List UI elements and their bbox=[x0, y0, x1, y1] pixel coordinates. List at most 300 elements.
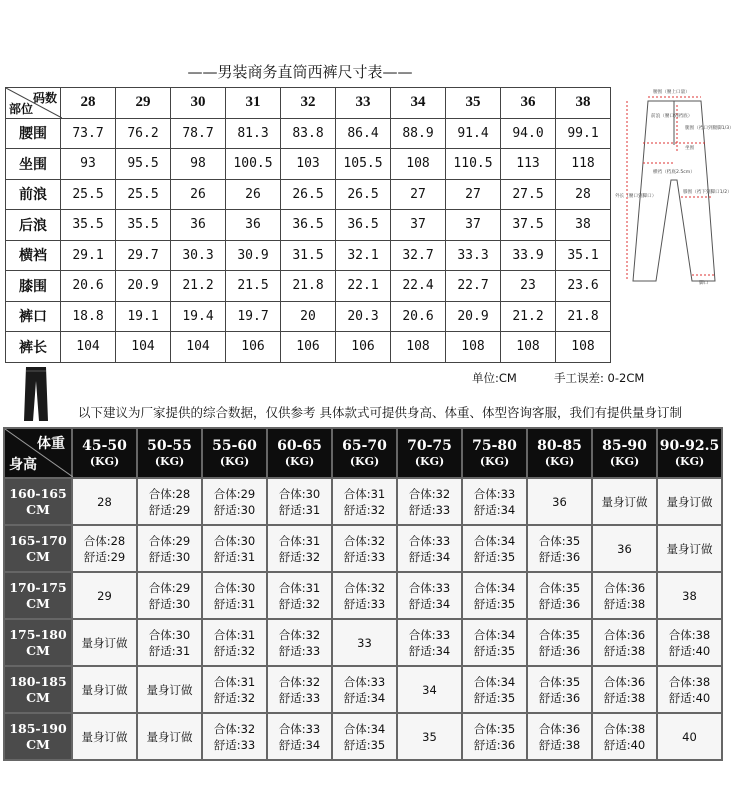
size-header-cell: 34 bbox=[391, 88, 446, 119]
fit-cell bbox=[72, 713, 137, 760]
fit-cell-line: 量身订做 bbox=[146, 729, 193, 744]
value-cell: 110.5 bbox=[446, 149, 501, 180]
size-chart-row bbox=[6, 210, 611, 241]
height-unit: CM bbox=[26, 501, 50, 517]
fit-cell-line: 舒适:29 bbox=[83, 549, 126, 564]
fit-cell bbox=[397, 478, 462, 525]
value-cell: 33.9 bbox=[501, 240, 556, 271]
value-cell: 36.5 bbox=[336, 210, 391, 241]
fit-cell bbox=[527, 572, 592, 619]
fit-cell bbox=[657, 713, 722, 760]
fit-cell bbox=[397, 619, 462, 666]
height-range: 170-175 bbox=[9, 579, 67, 595]
fit-cell-line: 合体:28 bbox=[83, 533, 126, 548]
fit-cell-line: 合体:36 bbox=[603, 627, 646, 642]
diagram-label-hem: 脚口 bbox=[699, 281, 709, 285]
fit-cell bbox=[657, 666, 722, 713]
size-header-cell: 38 bbox=[556, 88, 611, 119]
fit-cell-line: 舒适:34 bbox=[408, 643, 451, 658]
height-header-cell bbox=[4, 619, 72, 666]
fit-cell-line: 舒适:29 bbox=[148, 502, 191, 517]
fit-cell bbox=[332, 619, 397, 666]
fit-cell bbox=[267, 666, 332, 713]
fit-cell-line: 舒适:32 bbox=[213, 690, 256, 705]
fit-chart-row bbox=[4, 713, 722, 760]
fit-cell-line: 量身订做 bbox=[146, 682, 193, 697]
fit-cell bbox=[72, 525, 137, 572]
fit-cell bbox=[592, 713, 657, 760]
size-chart-row bbox=[6, 149, 611, 180]
fit-cell bbox=[657, 572, 722, 619]
fit-cell-line: 量身订做 bbox=[666, 494, 713, 509]
size-header-cell: 36 bbox=[501, 88, 556, 119]
fit-cell-line: 舒适:33 bbox=[213, 737, 256, 752]
value-cell: 108 bbox=[391, 149, 446, 180]
value-cell: 21.8 bbox=[281, 271, 336, 302]
fit-cell-line: 舒适:34 bbox=[473, 502, 516, 517]
fit-cell-line: 合体:36 bbox=[603, 674, 646, 689]
fit-cell-line: 量身订做 bbox=[81, 635, 128, 650]
value-cell: 22.4 bbox=[391, 271, 446, 302]
fit-cell-line: 舒适:34 bbox=[408, 596, 451, 611]
size-chart-row bbox=[6, 118, 611, 149]
value-cell: 36 bbox=[226, 210, 281, 241]
fit-cell bbox=[462, 572, 527, 619]
fit-cell-line: 合体:29 bbox=[213, 486, 256, 501]
fit-cell bbox=[137, 619, 202, 666]
value-cell: 25.5 bbox=[116, 179, 171, 210]
fit-cell bbox=[332, 572, 397, 619]
height-unit: CM bbox=[26, 595, 50, 611]
fit-cell-line: 36 bbox=[552, 494, 567, 509]
fit-cell-line: 合体:32 bbox=[213, 721, 256, 736]
value-cell: 93 bbox=[61, 149, 116, 180]
fit-cell bbox=[592, 478, 657, 525]
value-cell: 35.5 bbox=[61, 210, 116, 241]
value-cell: 27 bbox=[391, 179, 446, 210]
row-header-cell: 坐围 bbox=[6, 149, 61, 180]
weight-header-cell bbox=[137, 428, 202, 478]
weight-unit: (KG) bbox=[674, 454, 705, 468]
value-cell: 37 bbox=[391, 210, 446, 241]
height-header-cell bbox=[4, 713, 72, 760]
size-header-cell: 28 bbox=[61, 88, 116, 119]
height-unit: CM bbox=[26, 548, 50, 564]
fit-cell bbox=[527, 478, 592, 525]
value-cell: 20.9 bbox=[116, 271, 171, 302]
height-unit: CM bbox=[26, 642, 50, 658]
fit-cell-line: 38 bbox=[682, 588, 697, 603]
fit-cell bbox=[137, 713, 202, 760]
weight-unit: (KG) bbox=[284, 454, 315, 468]
fit-cell bbox=[202, 713, 267, 760]
fit-cell-line: 合体:33 bbox=[278, 721, 321, 736]
fit-cell-line: 舒适:38 bbox=[538, 737, 581, 752]
value-cell: 26 bbox=[226, 179, 281, 210]
fit-cell-line: 合体:30 bbox=[278, 486, 321, 501]
diagram-label-seat: 坐围 bbox=[685, 146, 695, 151]
fit-cell bbox=[267, 525, 332, 572]
height-header-cell bbox=[4, 666, 72, 713]
error-text: 手工误差: 0-2CM bbox=[554, 371, 645, 385]
row-header-cell: 后浪 bbox=[6, 210, 61, 241]
fit-cell bbox=[592, 619, 657, 666]
value-cell: 32.7 bbox=[391, 240, 446, 271]
fit-cell bbox=[462, 713, 527, 760]
row-header-cell: 裤长 bbox=[6, 332, 61, 363]
height-range: 180-185 bbox=[9, 673, 67, 689]
fit-cell-line: 舒适:36 bbox=[538, 596, 581, 611]
fit-cell-line: 舒适:31 bbox=[148, 643, 191, 658]
value-cell: 38 bbox=[556, 210, 611, 241]
value-cell: 21.5 bbox=[226, 271, 281, 302]
value-cell: 23 bbox=[501, 271, 556, 302]
weight-header-cell bbox=[202, 428, 267, 478]
value-cell: 103 bbox=[281, 149, 336, 180]
fit-cell-line: 33 bbox=[357, 635, 372, 650]
size-header-cell: 30 bbox=[171, 88, 226, 119]
fit-cell bbox=[267, 572, 332, 619]
weight-unit: (KG) bbox=[544, 454, 575, 468]
fit-cell-line: 舒适:35 bbox=[473, 549, 516, 564]
fit-cell bbox=[397, 666, 462, 713]
fit-cell-line: 合体:31 bbox=[213, 627, 256, 642]
fit-cell bbox=[137, 478, 202, 525]
value-cell: 37 bbox=[446, 210, 501, 241]
fit-cell-line: 合体:30 bbox=[148, 627, 191, 642]
value-cell: 104 bbox=[61, 332, 116, 363]
value-cell: 29.7 bbox=[116, 240, 171, 271]
weight-unit: (KG) bbox=[479, 454, 510, 468]
value-cell: 22.7 bbox=[446, 271, 501, 302]
diagram-label-length: 外长（腰口到脚口） bbox=[615, 194, 657, 199]
weight-unit: (KG) bbox=[154, 454, 185, 468]
value-cell: 27.5 bbox=[501, 179, 556, 210]
value-cell: 95.5 bbox=[116, 149, 171, 180]
fit-cell-line: 合体:30 bbox=[213, 533, 256, 548]
fit-cell-line: 合体:38 bbox=[668, 627, 711, 642]
fit-cell bbox=[137, 572, 202, 619]
fit-cell-line: 36 bbox=[617, 541, 632, 556]
value-cell: 22.1 bbox=[336, 271, 391, 302]
fit-cell-line: 舒适:31 bbox=[278, 502, 321, 517]
weight-unit: (KG) bbox=[89, 454, 120, 468]
fit-cell-line: 合体:32 bbox=[278, 627, 321, 642]
weight-range: 45-50 bbox=[82, 437, 127, 454]
height-range: 185-190 bbox=[9, 720, 67, 736]
diagram-label-thigh: 横裆（档底2.5cm） bbox=[653, 170, 695, 175]
fit-cell-line: 舒适:36 bbox=[538, 549, 581, 564]
size-chart-table bbox=[5, 87, 611, 363]
fit-cell-line: 舒适:36 bbox=[538, 643, 581, 658]
fit-cell-line: 合体:34 bbox=[473, 580, 516, 595]
fit-cell bbox=[397, 572, 462, 619]
height-range: 160-165 bbox=[9, 485, 67, 501]
size-chart-row bbox=[6, 179, 611, 210]
fit-cell-line: 合体:31 bbox=[278, 580, 321, 595]
weight-range: 60-65 bbox=[277, 437, 322, 454]
value-cell: 19.4 bbox=[171, 301, 226, 332]
size-header-cell: 32 bbox=[281, 88, 336, 119]
corner-part-label: 部位 bbox=[9, 101, 34, 116]
row-header-cell: 裤口 bbox=[6, 301, 61, 332]
fit-cell-line: 舒适:36 bbox=[473, 737, 516, 752]
value-cell: 36 bbox=[171, 210, 226, 241]
value-cell: 28 bbox=[556, 179, 611, 210]
value-cell: 25.5 bbox=[61, 179, 116, 210]
weight-header-cell bbox=[397, 428, 462, 478]
weight-range: 85-90 bbox=[602, 437, 647, 454]
value-cell: 105.5 bbox=[336, 149, 391, 180]
weight-unit: (KG) bbox=[219, 454, 250, 468]
fit-cell-line: 合体:28 bbox=[148, 486, 191, 501]
fit-cell-line: 28 bbox=[97, 494, 112, 509]
value-cell: 118 bbox=[556, 149, 611, 180]
fit-cell-line: 合体:31 bbox=[343, 486, 386, 501]
fit-cell-line: 40 bbox=[682, 729, 697, 744]
corner-height-label: 身高 bbox=[9, 457, 37, 473]
value-cell: 35.1 bbox=[556, 240, 611, 271]
weight-range: 50-55 bbox=[147, 437, 192, 454]
fit-chart-row bbox=[4, 525, 722, 572]
fit-cell-line: 舒适:34 bbox=[278, 737, 321, 752]
value-cell: 104 bbox=[171, 332, 226, 363]
row-header-cell: 膝围 bbox=[6, 271, 61, 302]
fit-cell-line: 量身订做 bbox=[666, 541, 713, 556]
weight-header-cell bbox=[657, 428, 722, 478]
fit-chart-row bbox=[4, 572, 722, 619]
fit-cell bbox=[137, 525, 202, 572]
weight-range: 80-85 bbox=[537, 437, 582, 454]
weight-range: 70-75 bbox=[407, 437, 452, 454]
row-header-cell: 腰围 bbox=[6, 118, 61, 149]
fit-cell-line: 舒适:33 bbox=[408, 502, 451, 517]
weight-header-cell bbox=[332, 428, 397, 478]
value-cell: 99.1 bbox=[556, 118, 611, 149]
fit-cell-line: 舒适:32 bbox=[213, 643, 256, 658]
fit-cell bbox=[267, 619, 332, 666]
fit-cell bbox=[527, 666, 592, 713]
diagram-label-width: 腿围（裆口到腿脚1/3） bbox=[685, 126, 734, 131]
diagram-label-knee: 膝围（裆下到脚口1/2） bbox=[683, 190, 732, 195]
value-cell: 21.8 bbox=[556, 301, 611, 332]
fit-cell-line: 舒适:34 bbox=[343, 690, 386, 705]
value-cell: 36.5 bbox=[281, 210, 336, 241]
fit-cell-line: 合体:34 bbox=[473, 533, 516, 548]
advice-note: 以下建议为厂家提供的综合数据，仅供参考 具体款式可提供身高、体重、体型咨询客服，我们有提供量身订制 bbox=[78, 405, 682, 420]
fit-chart-row bbox=[4, 478, 722, 525]
height-range: 175-180 bbox=[9, 626, 67, 642]
value-cell: 106 bbox=[336, 332, 391, 363]
fit-cell-line: 舒适:36 bbox=[538, 690, 581, 705]
weight-header-cell bbox=[462, 428, 527, 478]
fit-cell bbox=[72, 572, 137, 619]
fit-cell-line: 合体:31 bbox=[213, 674, 256, 689]
value-cell: 73.7 bbox=[61, 118, 116, 149]
size-header-cell: 33 bbox=[336, 88, 391, 119]
fit-cell-line: 舒适:34 bbox=[408, 549, 451, 564]
value-cell: 29.1 bbox=[61, 240, 116, 271]
fit-cell-line: 合体:34 bbox=[473, 674, 516, 689]
fit-cell bbox=[462, 525, 527, 572]
value-cell: 94.0 bbox=[501, 118, 556, 149]
fit-cell bbox=[657, 619, 722, 666]
fit-chart-row bbox=[4, 666, 722, 713]
fit-cell-line: 合体:32 bbox=[408, 486, 451, 501]
fit-cell bbox=[527, 525, 592, 572]
value-cell: 19.1 bbox=[116, 301, 171, 332]
fit-cell-line: 合体:30 bbox=[213, 580, 256, 595]
fit-cell bbox=[72, 619, 137, 666]
value-cell: 81.3 bbox=[226, 118, 281, 149]
weight-unit: (KG) bbox=[349, 454, 380, 468]
value-cell: 26.5 bbox=[281, 179, 336, 210]
fit-cell-line: 合体:33 bbox=[408, 627, 451, 642]
fit-cell-line: 合体:35 bbox=[538, 674, 581, 689]
fit-chart-corner-cell bbox=[4, 428, 72, 478]
value-cell: 30.9 bbox=[226, 240, 281, 271]
fit-cell-line: 量身订做 bbox=[81, 729, 128, 744]
fit-cell-line: 合体:34 bbox=[343, 721, 386, 736]
value-cell: 108 bbox=[446, 332, 501, 363]
fit-cell-line: 舒适:38 bbox=[603, 690, 646, 705]
fit-cell bbox=[592, 525, 657, 572]
fit-cell-line: 合体:32 bbox=[278, 674, 321, 689]
value-cell: 18.8 bbox=[61, 301, 116, 332]
fit-cell-line: 合体:33 bbox=[343, 674, 386, 689]
fit-cell-line: 舒适:35 bbox=[473, 596, 516, 611]
value-cell: 91.4 bbox=[446, 118, 501, 149]
fit-cell-line: 合体:35 bbox=[538, 627, 581, 642]
fit-recommendation-table bbox=[3, 427, 723, 761]
size-chart-row bbox=[6, 301, 611, 332]
fit-cell bbox=[202, 619, 267, 666]
fit-chart-row bbox=[4, 619, 722, 666]
value-cell: 21.2 bbox=[171, 271, 226, 302]
fit-cell bbox=[332, 525, 397, 572]
fit-cell-line: 舒适:33 bbox=[343, 596, 386, 611]
fit-cell-line: 合体:38 bbox=[603, 721, 646, 736]
weight-range: 55-60 bbox=[212, 437, 257, 454]
fit-cell-line: 舒适:31 bbox=[213, 596, 256, 611]
fit-cell-line: 合体:32 bbox=[343, 580, 386, 595]
fit-cell-line: 舒适:31 bbox=[213, 549, 256, 564]
fit-cell bbox=[592, 666, 657, 713]
fit-cell-line: 舒适:32 bbox=[278, 549, 321, 564]
value-cell: 20.6 bbox=[61, 271, 116, 302]
fit-cell-line: 舒适:33 bbox=[278, 690, 321, 705]
fit-cell-line: 合体:36 bbox=[603, 580, 646, 595]
value-cell: 78.7 bbox=[171, 118, 226, 149]
fit-cell bbox=[137, 666, 202, 713]
fit-cell-line: 量身订做 bbox=[81, 682, 128, 697]
height-unit: CM bbox=[26, 689, 50, 705]
value-cell: 20.6 bbox=[391, 301, 446, 332]
fit-cell-line: 合体:35 bbox=[538, 580, 581, 595]
row-header-cell: 前浪 bbox=[6, 179, 61, 210]
fit-cell-line: 舒适:30 bbox=[213, 502, 256, 517]
weight-unit: (KG) bbox=[414, 454, 445, 468]
diagram-label-waist: 腰围（腰上口量） bbox=[653, 90, 690, 95]
fit-cell-line: 舒适:35 bbox=[473, 690, 516, 705]
value-cell: 83.8 bbox=[281, 118, 336, 149]
row-header-cell: 横裆 bbox=[6, 240, 61, 271]
value-cell: 108 bbox=[556, 332, 611, 363]
fit-cell-line: 舒适:32 bbox=[278, 596, 321, 611]
fit-cell bbox=[72, 666, 137, 713]
fit-cell bbox=[397, 525, 462, 572]
size-header-cell: 35 bbox=[446, 88, 501, 119]
size-chart-row bbox=[6, 332, 611, 363]
fit-cell bbox=[462, 619, 527, 666]
corner-size-label: 码数 bbox=[32, 91, 57, 105]
value-cell: 106 bbox=[226, 332, 281, 363]
diagram-label-front: 前浪（腰口到裆底） bbox=[651, 114, 693, 119]
weight-header-cell bbox=[527, 428, 592, 478]
pants-thumbnail-image bbox=[23, 367, 49, 423]
value-cell: 20 bbox=[281, 301, 336, 332]
value-cell: 86.4 bbox=[336, 118, 391, 149]
fit-cell-line: 舒适:38 bbox=[603, 643, 646, 658]
fit-cell-line: 舒适:40 bbox=[603, 737, 646, 752]
weight-header-cell bbox=[72, 428, 137, 478]
fit-cell-line: 量身订做 bbox=[601, 494, 648, 509]
unit-text: 单位:CM bbox=[472, 371, 517, 385]
fit-cell-line: 舒适:40 bbox=[668, 690, 711, 705]
size-chart-row bbox=[6, 240, 611, 271]
fit-cell-line: 舒适:38 bbox=[603, 596, 646, 611]
value-cell: 33.3 bbox=[446, 240, 501, 271]
fit-cell-line: 合体:33 bbox=[473, 486, 516, 501]
value-cell: 104 bbox=[116, 332, 171, 363]
value-cell: 100.5 bbox=[226, 149, 281, 180]
weight-range: 65-70 bbox=[342, 437, 387, 454]
value-cell: 32.1 bbox=[336, 240, 391, 271]
height-header-cell bbox=[4, 478, 72, 525]
size-chart-corner-cell bbox=[6, 88, 61, 119]
value-cell: 88.9 bbox=[391, 118, 446, 149]
fit-cell bbox=[202, 525, 267, 572]
value-cell: 23.6 bbox=[556, 271, 611, 302]
fit-cell-line: 合体:33 bbox=[408, 580, 451, 595]
value-cell: 113 bbox=[501, 149, 556, 180]
fit-cell-line: 合体:35 bbox=[538, 533, 581, 548]
value-cell: 106 bbox=[281, 332, 336, 363]
size-chart-row bbox=[6, 271, 611, 302]
pants-measurement-diagram bbox=[615, 85, 750, 285]
fit-cell-line: 合体:29 bbox=[148, 533, 191, 548]
value-cell: 108 bbox=[391, 332, 446, 363]
fit-cell bbox=[332, 666, 397, 713]
size-chart-title: ——男装商务直筒西裤尺寸表—— bbox=[187, 63, 413, 81]
fit-cell bbox=[202, 478, 267, 525]
fit-cell bbox=[202, 666, 267, 713]
corner-weight-label: 体重 bbox=[37, 436, 65, 452]
weight-range: 75-80 bbox=[472, 437, 517, 454]
fit-cell-line: 舒适:40 bbox=[668, 643, 711, 658]
fit-cell bbox=[267, 478, 332, 525]
value-cell: 20.9 bbox=[446, 301, 501, 332]
fit-cell-line: 合体:33 bbox=[408, 533, 451, 548]
height-header-cell bbox=[4, 525, 72, 572]
fit-cell-line: 舒适:35 bbox=[473, 643, 516, 658]
fit-cell bbox=[267, 713, 332, 760]
fit-cell-line: 舒适:30 bbox=[148, 596, 191, 611]
fit-cell bbox=[592, 572, 657, 619]
fit-cell-line: 合体:38 bbox=[668, 674, 711, 689]
value-cell: 27 bbox=[446, 179, 501, 210]
fit-cell-line: 舒适:33 bbox=[343, 549, 386, 564]
